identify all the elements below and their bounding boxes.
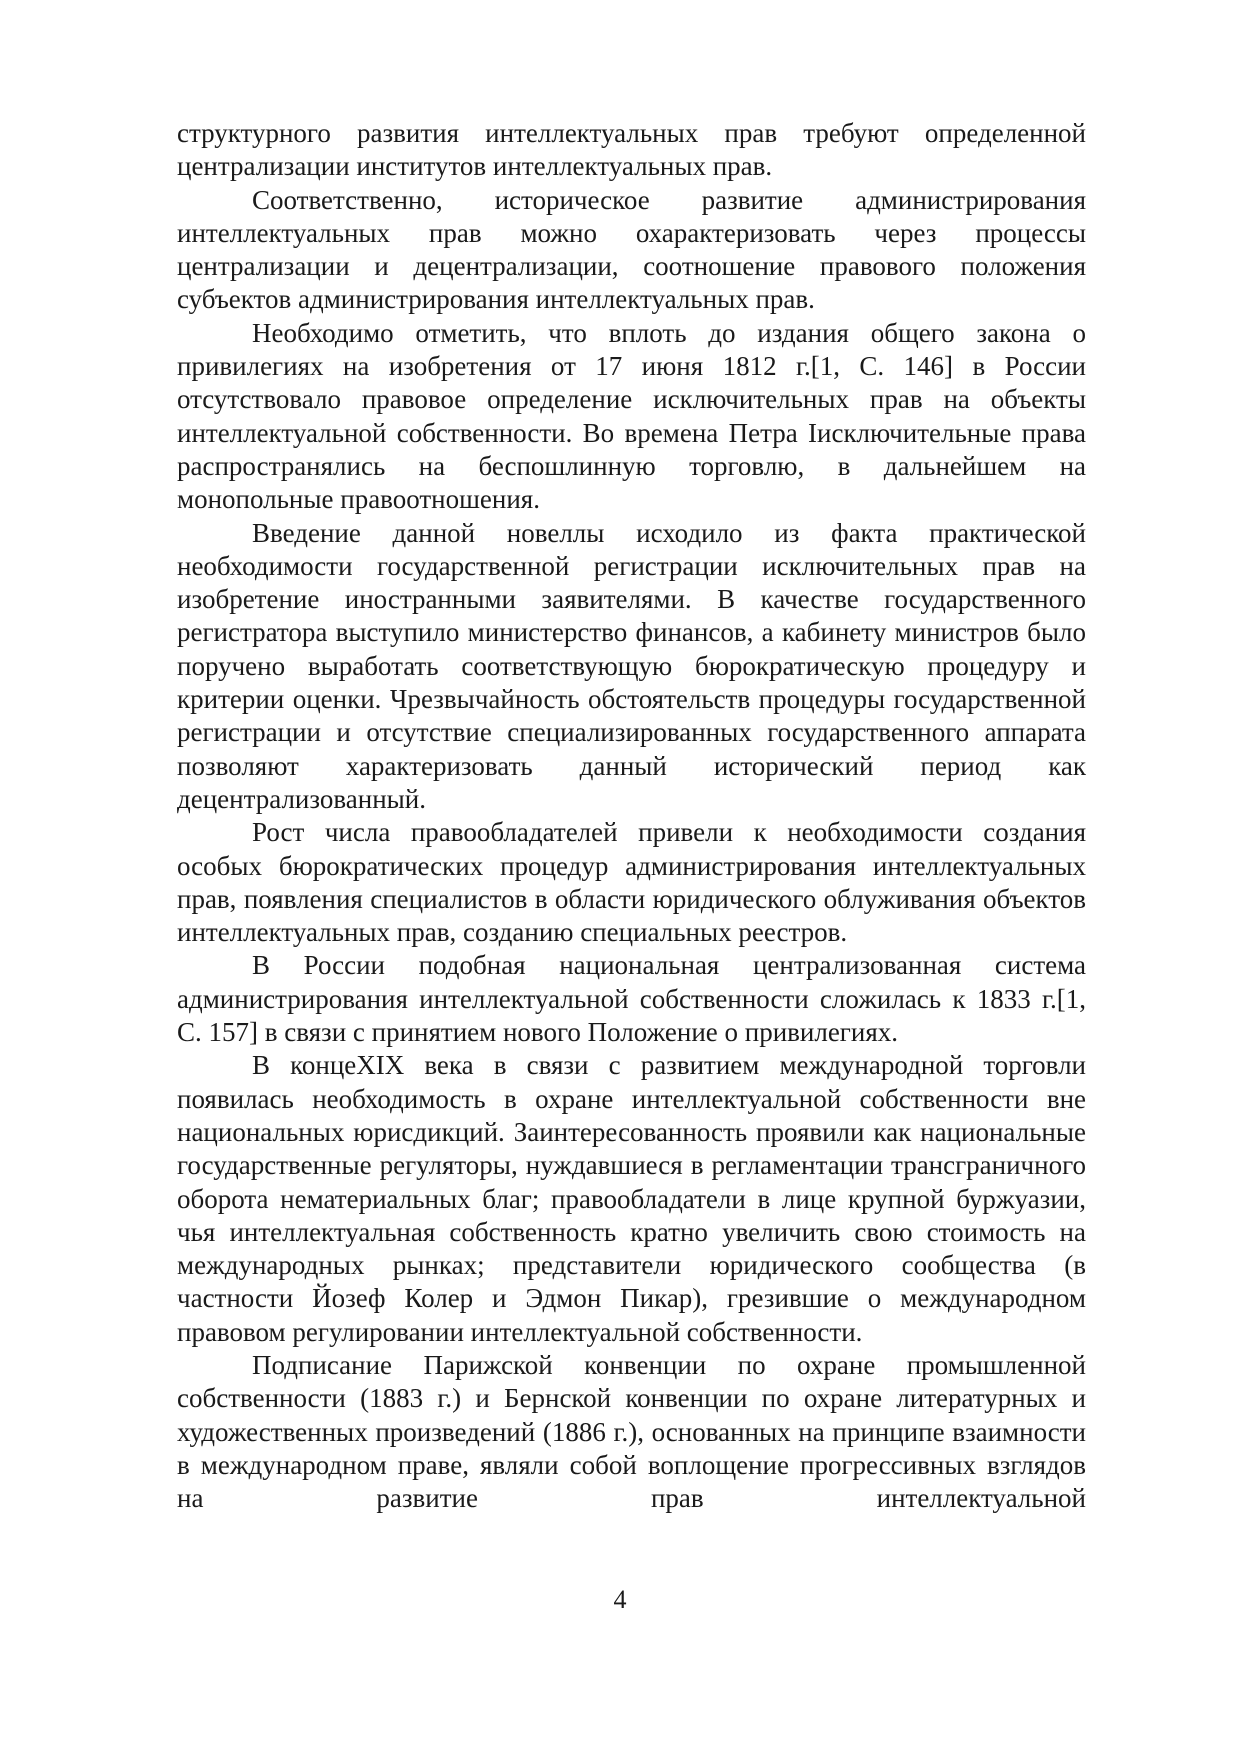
paragraph-6: В России подобная национальная централизованная система администрирования интеллектуальной собственности сложилась к 1833 г.[1, С. 157] в связи с принятием нового Положение о привилегиях. — [177, 950, 1086, 1048]
paragraph-4: Введение данной новеллы исходило из факта практической необходимости государственной регистрации исключительных прав на изобретение иностранными заявителями. В качестве государственного регистратора выступило министерство финансов, а кабинету министров было поручено выработать соответствующую бюрократическую процедуру и критерии оценки. Чрезвычайность обстоятельств процедуры государственной регистрации и отсутствие специализированных государственного аппарата позволяют характеризовать данный исторический период как децентрализованный. — [177, 517, 1086, 814]
paragraph-8: Подписание Парижской конвенции по охране промышленной собственности (1883 г.) и Бернской конвенции по охране литературных и художественных произведений (1886 г.), основанных на принципе взаимности в международном праве, являли собой воплощение прогрессивных взглядов на развитие прав интеллектуальной — [177, 1349, 1086, 1514]
body-text — [177, 117, 1086, 1515]
paragraph-1: структурного развития интеллектуальных прав требуют определенной централизации институтов интеллектуальных прав. — [177, 118, 1086, 182]
paragraph-7: В концеXIX века в связи с развитием международной торговли появилась необходимость в охране интеллектуальной собственности вне национальных юрисдикций. Заинтересованность проявили как национальные государственные регуляторы, нуждавшиеся в регламентации трансграничного оборота нематериальных благ; правообладатели в лице крупной буржуазии, чья интеллектуальная собственность кратно увеличить свою стоимость на международных рынках; представители юридического сообщества (в частности Йозеф Колер и Эдмон Пикар), грезившие о международном правовом регулировании интеллектуальной собственности. — [177, 1050, 1086, 1347]
paragraph-2: Соответственно, историческое развитие администрирования интеллектуальных прав можно охарактеризовать через процессы централизации и децентрализации, соотношение правового положения субъектов администрирования интеллектуальных прав. — [177, 184, 1086, 315]
paragraph-5: Рост числа правообладателей привели к необходимости создания особых бюрократических процедур администрирования интеллектуальных прав, появления специалистов в области юридического облуживания объектов интеллектуальных прав, созданию специальных реестров. — [177, 817, 1086, 948]
paragraph-3: Необходимо отметить, что вплоть до издания общего закона о привилегиях на изобретения от 17 июня 1812 г.[1, С. 146] в России отсутствовало правовое определение исключительных прав на объекты интеллектуальной собственности. Во времена Петра Іисключительные права распространялись на беспошлинную торговлю, в дальнейшем на монопольные правоотношения. — [177, 317, 1086, 515]
page-number: 4 — [613, 1585, 627, 1614]
